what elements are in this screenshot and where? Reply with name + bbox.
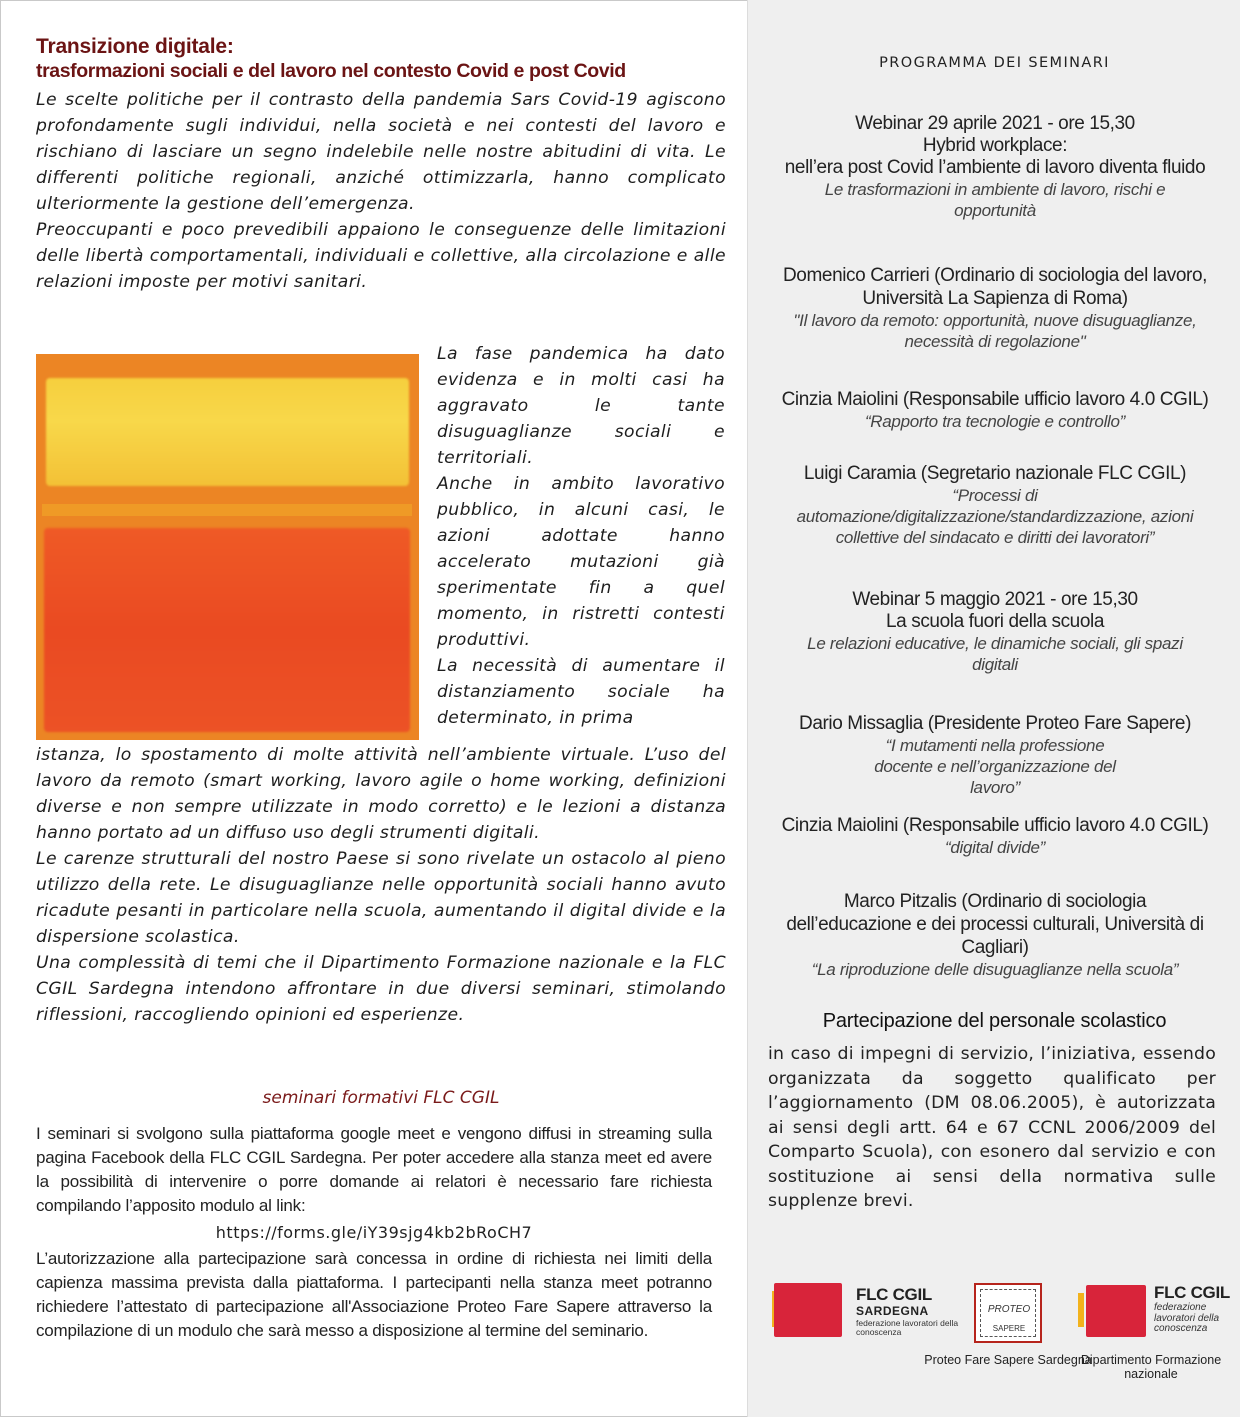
- speaker-talk: “digital divide”: [944, 838, 1046, 857]
- left-column: [36, 34, 726, 1340]
- speaker-block: [762, 890, 1228, 980]
- beside-painting-text: [437, 341, 725, 731]
- right-column: [747, 0, 1240, 1417]
- intro-paragraph: Preoccupanti e poco prevedibili appaiono le conseguenze delle limitazioni delle libertà comportamentali, individuali e collettive, alla circolazione e alle relazioni imposte per motivi sanitari.: [36, 220, 726, 292]
- body-paragraph: La necessità di aumentare il distanziamento sociale ha determinato, in prima: [437, 656, 725, 728]
- logo-yellow-strip: [1078, 1293, 1084, 1327]
- partecipazione-title: Partecipazione del personale scolastico: [822, 1010, 1167, 1032]
- proteo-caption: Proteo Fare Sapere Sardegna: [924, 1353, 1092, 1367]
- logo-red-square: [1086, 1285, 1146, 1337]
- webinar-topic: nell’era post Covid l’ambiente di lavoro diventa fluido: [784, 157, 1206, 178]
- logo-desc: federazione lavoratori della conoscenza: [1154, 1302, 1220, 1334]
- speaker-name: Marco Pitzalis (Ordinario di sociologia dell’educazione e dei processi culturali, Università di Cagliari): [786, 891, 1204, 958]
- body-paragraph: istanza, lo spostamento di molte attività nell’ambiente virtuale. L’uso del lavoro da remoto (smart working, lavoro agile o home working, definizioni diverse e non sempre utilizzate in modo corretto) e le lezioni a distanza hanno portato ad un diffuso uso degli strumenti digitali.: [36, 745, 726, 843]
- body-paragraph: Anche in ambito lavorativo pubblico, in alcuni casi, le azioni adottate hanno accelerato mutazioni già sperimentate fin a quel momento, in ristretti contesti produttivi.: [437, 474, 725, 650]
- logo-name: FLC CGIL: [1154, 1283, 1230, 1302]
- page-title: Transizione digitale:: [36, 35, 234, 58]
- speaker-name: Domenico Carrieri (Ordinario di sociologia del lavoro, Università La Sapienza di Roma): [782, 265, 1208, 309]
- flc-cgil-sardegna-logo: [774, 1283, 964, 1353]
- intro-paragraph: Le scelte politiche per il contrasto della pandemia Sars Covid-19 agiscono profondamente sugli individui, nella società e nei contesti del lavoro e rischiano di lasciare un segno indelebile nelle nostre abitudini di vita. Le differenti politiche regionali, anziché ottimizzarla, hanno complicato ulteriormente la gestione dell’emergenza.: [36, 90, 726, 214]
- speaker-block: [762, 462, 1228, 548]
- programma-title: PROGRAMMA DEI SEMINARI: [879, 55, 1110, 71]
- speaker-talk: “Processi di automazione/digitalizzazione/standardizzazione, azioni collettive del sindacato e diritti dei lavoratori”: [796, 486, 1194, 547]
- webinar-topic-desc: Le relazioni educative, le dinamiche sociali, gli spazi digitali: [807, 634, 1183, 674]
- speaker-talk: “I mutamenti nella professione docente e nell’organizzazione del lavoro”: [874, 736, 1116, 797]
- logo-red-square: [774, 1283, 842, 1337]
- dipartimento-caption: Dipartimento Formazione nazionale: [1080, 1353, 1222, 1381]
- logo-name: FLC CGIL: [856, 1285, 932, 1304]
- speaker-talk: "Il lavoro da remoto: opportunità, nuove disuguaglianze, necessità di regolazione": [793, 311, 1197, 351]
- seminari-label: seminari formativi FLC CGIL: [262, 1088, 500, 1108]
- proteo-logo: [974, 1283, 1042, 1343]
- logo-desc: federazione lavoratori della conoscenza: [856, 1318, 959, 1337]
- speaker-name: Luigi Caramia (Segretario nazionale FLC CGIL): [803, 463, 1187, 484]
- speaker-block: [762, 264, 1228, 352]
- webinar-topic: Hybrid workplace:: [922, 135, 1068, 156]
- speaker-name: Cinzia Maiolini (Responsabile ufficio lavoro 4.0 CGIL): [781, 389, 1209, 410]
- speaker-block: [762, 814, 1228, 858]
- registration-link[interactable]: https://forms.gle/iY39sjg4kb2bRoCH7: [215, 1223, 533, 1242]
- body-paragraph: La fase pandemica ha dato evidenza e in molti casi ha aggravato le tante disuguaglianze sociali e territoriali.: [437, 344, 725, 468]
- webinar-topic-desc: Le trasformazioni in ambiente di lavoro, rischi e opportunità: [824, 180, 1166, 220]
- info-paragraph: L’autorizzazione alla partecipazione sarà concessa in ordine di richiesta nei limiti della capienza massima prevista dalla piattaforma. I partecipanti nella stanza meet potranno richiedere l’attestato di partecipazione all'Associazione Proteo Fare Sapere attraverso la compilazione di un modulo che sarà messo a disposizione al termine del seminario.: [36, 1249, 712, 1340]
- body-paragraph: Le carenze strutturali del nostro Paese si sono rivelate un ostacolo al pieno utilizzo della rete. Le disuguaglianze nelle opportunità sociali hanno avuto ricadute pesanti in particolare nella scuola, aumentando il digital divide e la dispersione scolastica.: [36, 849, 726, 947]
- info-section: [36, 1122, 712, 1343]
- partecipazione-body: in caso di impegni di servizio, l’iniziativa, essendo organizzata da soggetto qualificato per l’aggiornamento (DM 08.06.2005), è autorizzata ai sensi degli artt. 64 e 67 CCNL 2006/2009 del Comparto Scuola), con esonero dal servizio e con sostituzione ai sensi della normativa sulle supplenze brevi.: [768, 1044, 1216, 1211]
- page-subtitle: trasformazioni sociali e del lavoro nel contesto Covid e post Covid: [36, 60, 626, 82]
- proteo-logo-inner: [980, 1289, 1036, 1337]
- info-paragraph: I seminari si svolgono sulla piattaforma google meet e vengono diffusi in streaming sulla pagina Facebook della FLC CGIL Sardegna. Per poter accedere alla stanza meet ed avere la possibilità di intervenire o porre domande ai relatori è necessario fare richiesta compilando l’apposito modulo al link:: [36, 1124, 712, 1215]
- after-painting-text: [36, 742, 726, 1028]
- webinar-1-header: [762, 112, 1228, 221]
- intro-text: [36, 87, 726, 295]
- speaker-talk: “Rapporto tra tecnologie e controllo”: [864, 412, 1126, 431]
- speaker-name: Dario Missaglia (Presidente Proteo Fare Sapere): [799, 713, 1191, 734]
- webinar-date: Webinar 29 aprile 2021 - ore 15,30: [855, 113, 1135, 134]
- speaker-block: [762, 388, 1228, 432]
- flc-cgil-nazionale-logo: [1078, 1283, 1238, 1353]
- speaker-talk: “La riproduzione delle disuguaglianze nella scuola”: [811, 960, 1179, 979]
- webinar-date: Webinar 5 maggio 2021 - ore 15,30: [852, 589, 1138, 610]
- painting-yellow-band: [46, 378, 409, 486]
- proteo-logo-mark: PROTEO: [987, 1304, 1031, 1315]
- painting-red-band: [44, 528, 410, 732]
- proteo-logo-mark2: SAPERE: [992, 1324, 1026, 1333]
- body-paragraph: Una complessità di temi che il Dipartimento Formazione nazionale e la FLC CGIL Sardegna intendono affrontare in due diversi seminari, stimolando riflessioni, raccogliendo opinioni ed esperienze.: [36, 953, 726, 1025]
- logo-sub: SARDEGNA: [856, 1304, 929, 1318]
- webinar-2-header: [762, 588, 1228, 675]
- speaker-name: Cinzia Maiolini (Responsabile ufficio lavoro 4.0 CGIL): [781, 815, 1209, 836]
- painting-orange-band: [42, 504, 412, 516]
- webinar-topic: La scuola fuori della scuola: [886, 611, 1104, 632]
- speaker-block: [762, 712, 1228, 798]
- painting-image: [36, 354, 419, 740]
